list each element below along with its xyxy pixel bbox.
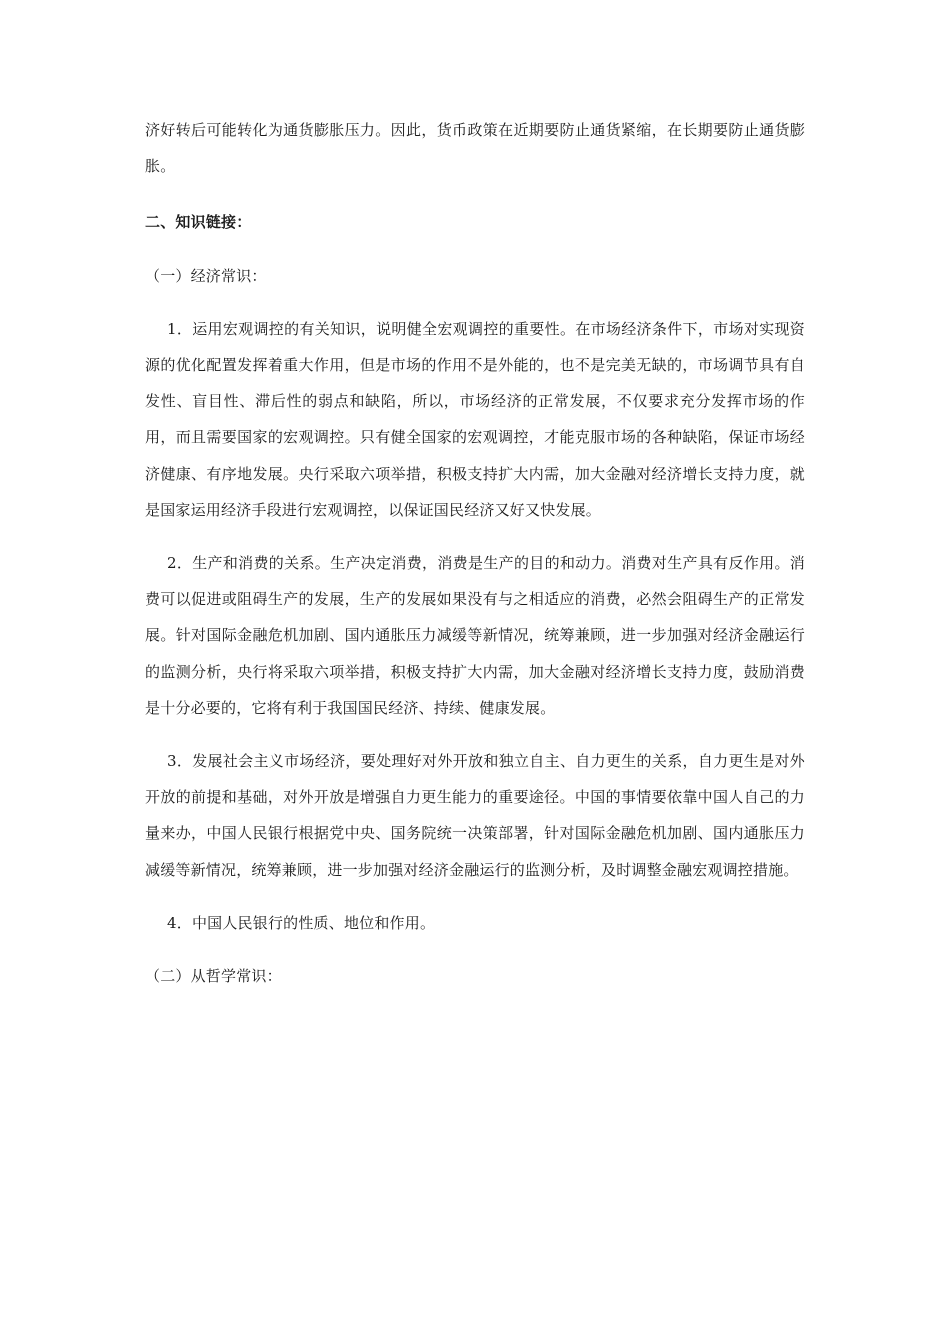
subsection-heading-philosophy: （二）从哲学常识：: [145, 967, 282, 986]
list-item-2: 2．生产和消费的关系。生产决定消费，消费是生产的目的和动力。消费对生产具有反作用。消费可以促进或阻碍生产的发展，生产的发展如果没有与之相适应的消费，必然会阻碍生产的正常发展。针对国际金融危机加剧、国内通胀压力减缓等新情况，统筹兼顾，进一步加强对经济金融运行的监测分析，央行将采取六项举措，积极支持扩大内需，加大金融对经济增长支持力度，鼓励消费是十分必要的，它将有利于我国国民经济、持续、健康发展。: [145, 554, 805, 717]
section-heading-knowledge-link: 二、知识链接：: [145, 213, 252, 232]
intro-paragraph: 济好转后可能转化为通货膨胀压力。因此，货币政策在近期要防止通货紧缩，在长期要防止通货膨胀。: [145, 121, 805, 176]
document-body: [145, 112, 805, 994]
list-item-4: 4．中国人民银行的性质、地位和作用。: [167, 913, 436, 932]
subsection-heading-economics: （一）经济常识：: [145, 266, 267, 285]
list-item-3: 3．发展社会主义市场经济，要处理好对外开放和独立自主、自力更生的关系，自力更生是对外开放的前提和基础，对外开放是增强自力更生能力的重要途径。中国的事情要依靠中国人自己的力量来办，中国人民银行根据党中央、国务院统一决策部署，针对国际金融危机加剧、国内通胀压力减缓等新情况，统筹兼顾，进一步加强对经济金融运行的监测分析，及时调整金融宏观调控措施。: [145, 752, 805, 879]
list-item-1: 1．运用宏观调控的有关知识，说明健全宏观调控的重要性。在市场经济条件下，市场对实现资源的优化配置发挥着重大作用，但是市场的作用不是外能的，也不是完美无缺的，市场调节具有自发性、盲目性、滞后性的弱点和缺陷，所以，市场经济的正常发展，不仅要求充分发挥市场的作用，而且需要国家的宏观调控。只有健全国家的宏观调控，才能克服市场的各种缺陷，保证市场经济健康、有序地发展。央行采取六项举措，积极支持扩大内需，加大金融对经济增长支持力度，就是国家运用经济手段进行宏观调控，以保证国民经济又好又快发展。: [145, 319, 805, 519]
